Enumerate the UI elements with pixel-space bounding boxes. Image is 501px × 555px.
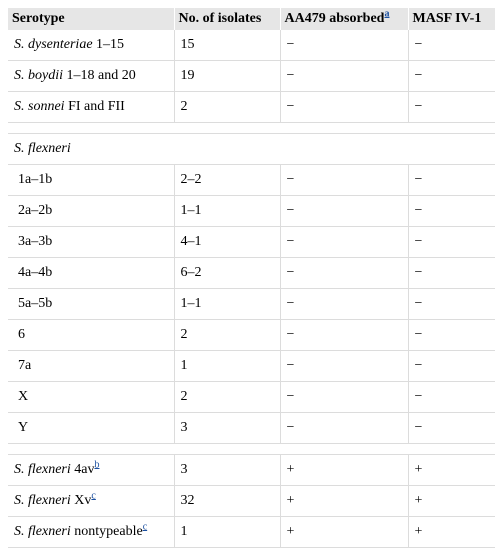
- aa479-cell: −: [280, 413, 408, 444]
- masf-cell: −: [408, 320, 495, 351]
- aa479-cell: −: [280, 227, 408, 258]
- header-aa479: [280, 8, 408, 30]
- isolates-cell: 32: [174, 486, 280, 517]
- header-masf: MASF IV-1: [408, 8, 495, 30]
- serotype-cell: Y: [8, 413, 174, 444]
- masf-cell: −: [408, 61, 495, 92]
- masf-cell: +: [408, 455, 495, 486]
- isolates-cell: 1–1: [174, 196, 280, 227]
- serotype-cell: 1a–1b: [8, 165, 174, 196]
- footnote-link-a[interactable]: a: [384, 8, 390, 20]
- table-row: [8, 351, 495, 382]
- footnote-link-c[interactable]: c: [142, 521, 148, 533]
- aa479-cell: +: [280, 455, 408, 486]
- isolates-cell: 2: [174, 92, 280, 123]
- isolates-cell: 6–2: [174, 258, 280, 289]
- spacer-row: [8, 123, 495, 134]
- isolates-cell: 3: [174, 455, 280, 486]
- masf-cell: −: [408, 165, 495, 196]
- aa479-cell: −: [280, 61, 408, 92]
- species-name: S. dysenteriae: [14, 37, 93, 52]
- masf-cell: −: [408, 382, 495, 413]
- table-row: [8, 227, 495, 258]
- isolates-cell: 15: [174, 30, 280, 61]
- group-label: [8, 134, 495, 165]
- masf-cell: +: [408, 486, 495, 517]
- serotype-table: [8, 8, 496, 548]
- aa479-cell: −: [280, 289, 408, 320]
- isolates-cell: 4–1: [174, 227, 280, 258]
- aa479-cell: −: [280, 165, 408, 196]
- serotype-variant: Xv: [70, 493, 92, 508]
- table-row: [8, 30, 495, 61]
- masf-cell: −: [408, 351, 495, 382]
- serotype-cell: [8, 61, 174, 92]
- masf-cell: −: [408, 92, 495, 123]
- aa479-cell: −: [280, 320, 408, 351]
- table-row: [8, 196, 495, 227]
- serotype-cell: X: [8, 382, 174, 413]
- isolates-cell: 1: [174, 517, 280, 548]
- aa479-cell: −: [280, 92, 408, 123]
- header-serotype: Serotype: [8, 8, 174, 30]
- serotype-cell: [8, 517, 174, 548]
- aa479-cell: −: [280, 382, 408, 413]
- masf-cell: −: [408, 258, 495, 289]
- group-row: [8, 134, 495, 165]
- aa479-cell: −: [280, 258, 408, 289]
- serotype-variant: 4av: [70, 462, 95, 477]
- aa479-cell: +: [280, 517, 408, 548]
- aa479-cell: −: [280, 351, 408, 382]
- table-row: [8, 289, 495, 320]
- table-container: [8, 8, 495, 548]
- header-aa479-label: AA479 absorbed: [284, 11, 385, 26]
- masf-cell: +: [408, 517, 495, 548]
- masf-cell: −: [408, 30, 495, 61]
- isolates-cell: 2: [174, 382, 280, 413]
- species-name: S. boydii: [14, 68, 63, 83]
- footnote-link-c[interactable]: c: [91, 490, 96, 502]
- aa479-cell: −: [280, 196, 408, 227]
- table-row: [8, 455, 495, 486]
- masf-cell: −: [408, 289, 495, 320]
- serotype-range: 1–15: [92, 37, 125, 52]
- table-row: [8, 517, 495, 548]
- species-name: S. flexneri: [14, 462, 71, 477]
- masf-cell: −: [408, 227, 495, 258]
- table-row: [8, 258, 495, 289]
- table-row: [8, 165, 495, 196]
- group-label-text: S. flexneri: [14, 141, 71, 156]
- isolates-cell: 1–1: [174, 289, 280, 320]
- species-name: S. flexneri: [14, 524, 71, 539]
- serotype-cell: 7a: [8, 351, 174, 382]
- serotype-cell: [8, 455, 174, 486]
- header-row: [8, 8, 495, 30]
- header-isolates: No. of isolates: [174, 8, 280, 30]
- serotype-cell: 4a–4b: [8, 258, 174, 289]
- isolates-cell: 2: [174, 320, 280, 351]
- isolates-cell: 3: [174, 413, 280, 444]
- isolates-cell: 1: [174, 351, 280, 382]
- species-name: S. flexneri: [14, 493, 71, 508]
- serotype-cell: 2a–2b: [8, 196, 174, 227]
- serotype-cell: 3a–3b: [8, 227, 174, 258]
- table-row: [8, 486, 495, 517]
- serotype-cell: [8, 92, 174, 123]
- table-row: [8, 413, 495, 444]
- table-row: [8, 61, 495, 92]
- species-name: S. sonnei: [14, 99, 65, 114]
- spacer-row: [8, 444, 495, 455]
- serotype-variant: nontypeable: [70, 524, 143, 539]
- serotype-range: 1–18 and 20: [63, 68, 136, 83]
- serotype-range: FI and FII: [64, 99, 125, 114]
- aa479-cell: −: [280, 30, 408, 61]
- masf-cell: −: [408, 413, 495, 444]
- serotype-cell: [8, 30, 174, 61]
- serotype-cell: 5a–5b: [8, 289, 174, 320]
- table-row: [8, 382, 495, 413]
- serotype-cell: [8, 486, 174, 517]
- isolates-cell: 2–2: [174, 165, 280, 196]
- masf-cell: −: [408, 196, 495, 227]
- aa479-cell: +: [280, 486, 408, 517]
- isolates-cell: 19: [174, 61, 280, 92]
- serotype-cell: 6: [8, 320, 174, 351]
- table-row: [8, 320, 495, 351]
- table-row: [8, 92, 495, 123]
- footnote-link-b[interactable]: b: [94, 459, 100, 471]
